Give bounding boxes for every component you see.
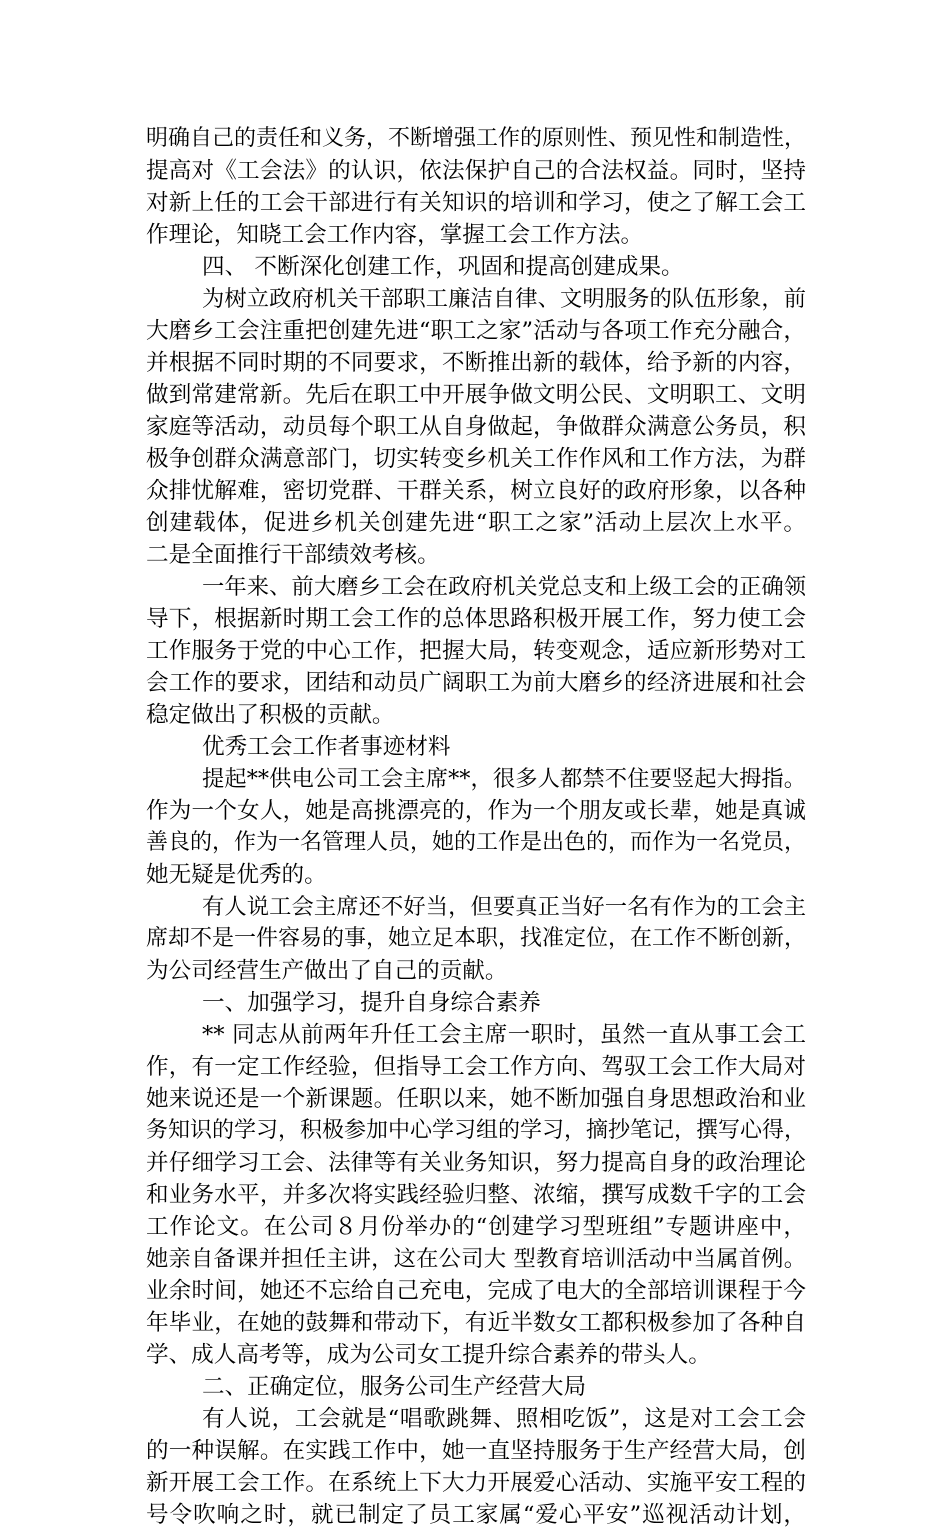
text-line: 的一种误解。在实践工作中，她一直坚持服务于生产经营大局，创	[146, 1438, 806, 1464]
document-page	[146, 123, 806, 1531]
text-line: 对新上任的工会干部进行有关知识的培训和学习，使之了解工会工	[146, 190, 806, 216]
text-line: 业余时间，她还不忘给自己充电，完成了电大的全部培训课程于今	[146, 1278, 806, 1304]
text-line: 提起**供电公司工会主席**，很多人都禁不住要竖起大拇指。	[202, 766, 806, 792]
text-line: 号令吹响之时，就已制定了员工家属“爱心平安”巡视活动计划，	[146, 1502, 806, 1528]
text-line: 众排忧解难，密切党群、干群关系，树立良好的政府形象，以各种	[146, 478, 806, 504]
text-line: 稳定做出了积极的贡献。	[146, 702, 395, 728]
text-line: 新开展工会工作。在系统上下大力开展爱心活动、实施平安工程的	[146, 1470, 806, 1496]
text-line: ** 同志从前两年升任工会主席一职时，虽然一直从事工会工	[202, 1022, 806, 1048]
text-line: 作，有一定工作经验，但指导工会工作方向、驾驭工会工作大局对	[146, 1054, 806, 1080]
text-line: 席却不是一件容易的事，她立足本职，找准定位，在工作不断创新，	[146, 926, 807, 951]
text-line: 家庭等活动，动员每个职工从自身做起，争做群众满意公务员，积	[146, 414, 806, 440]
text-line: 会工作的要求，团结和动员广阔职工为前大磨乡的经济进展和社会	[146, 670, 806, 696]
text-line: 学、成人高考等，成为公司女工提升综合素养的带头人。	[146, 1342, 711, 1368]
text-line: 作理论，知晓工会工作内容，掌握工会工作方法。	[146, 222, 644, 248]
text-line: 为树立政府机关干部职工廉洁自律、文明服务的队伍形象，前	[202, 286, 806, 312]
text-line: 善良的，作为一名管理人员，她的工作是出色的，而作为一名党员，	[146, 830, 807, 855]
text-line: 并仔细学习工会、法律等有关业务知识，努力提高自身的政治理论	[146, 1150, 806, 1176]
text-line: 优秀工会工作者事迹材料	[202, 734, 451, 760]
text-line: 一年来、前大磨乡工会在政府机关党总支和上级工会的正确领	[202, 574, 806, 600]
text-line: 二是全面推行干部绩效考核。	[146, 542, 440, 568]
text-line: 提高对《工会法》的认识，依法保护自己的合法权益。同时，坚持	[146, 158, 806, 184]
text-line: 她来说还是一个新课题。任职以来，她不断加强自身思想政治和业	[146, 1086, 806, 1112]
text-line: 二、正确定位，服务公司生产经营大局	[202, 1374, 587, 1400]
text-line: 四、 不断深化创建工作，巩固和提高创建成果。	[202, 254, 684, 280]
text-line: 务知识的学习，积极参加中心学习组的学习，摘抄笔记，撰写心得，	[146, 1118, 807, 1143]
text-line: 工作论文。在公司８月份举办的“创建学习型班组”专题讲座中，	[146, 1214, 806, 1240]
text-line: 导下，根据新时期工会工作的总体思路积极开展工作，努力使工会	[146, 606, 806, 632]
text-line: 为公司经营生产做出了自己的贡献。	[146, 958, 508, 984]
text-line: 明确自己的责任和义务，不断增强工作的原则性、预见性和制造性，	[146, 126, 807, 151]
text-line: 有人说工会主席还不好当，但要真正当好一名有作为的工会主	[202, 894, 806, 920]
text-line: 有人说，工会就是“唱歌跳舞、照相吃饭”，这是对工会工会	[202, 1406, 806, 1432]
text-line: 年毕业，在她的鼓舞和带动下，有近半数女工都积极参加了各种自	[146, 1310, 806, 1336]
text-line: 和业务水平，并多次将实践经验归整、浓缩，撰写成数千字的工会	[146, 1182, 806, 1208]
text-line: 极争创群众满意部门，切实转变乡机关工作作风和工作方法，为群	[146, 446, 806, 472]
text-line: 大磨乡工会注重把创建先进“职工之家”活动与各项工作充分融合，	[146, 318, 806, 344]
text-line: 并根据不同时期的不同要求，不断推出新的载体，给予新的内容，	[146, 350, 806, 376]
text-line: 创建载体，促进乡机关创建先进“职工之家”活动上层次上水平。	[146, 510, 806, 536]
text-line: 做到常建常新。先后在职工中开展争做文明公民、文明职工、文明	[146, 382, 806, 408]
text-line: 一、加强学习，提升自身综合素养	[202, 990, 541, 1016]
text-line: 工作服务于党的中心工作，把握大局，转变观念，适应新形势对工	[146, 638, 806, 664]
text-line: 她无疑是优秀的。	[146, 862, 327, 888]
text-line: 她亲自备课并担任主讲，这在公司大 型教育培训活动中当属首例。	[146, 1246, 806, 1272]
text-line: 作为一个女人，她是高挑漂亮的，作为一个朋友或长辈，她是真诚	[146, 798, 806, 824]
